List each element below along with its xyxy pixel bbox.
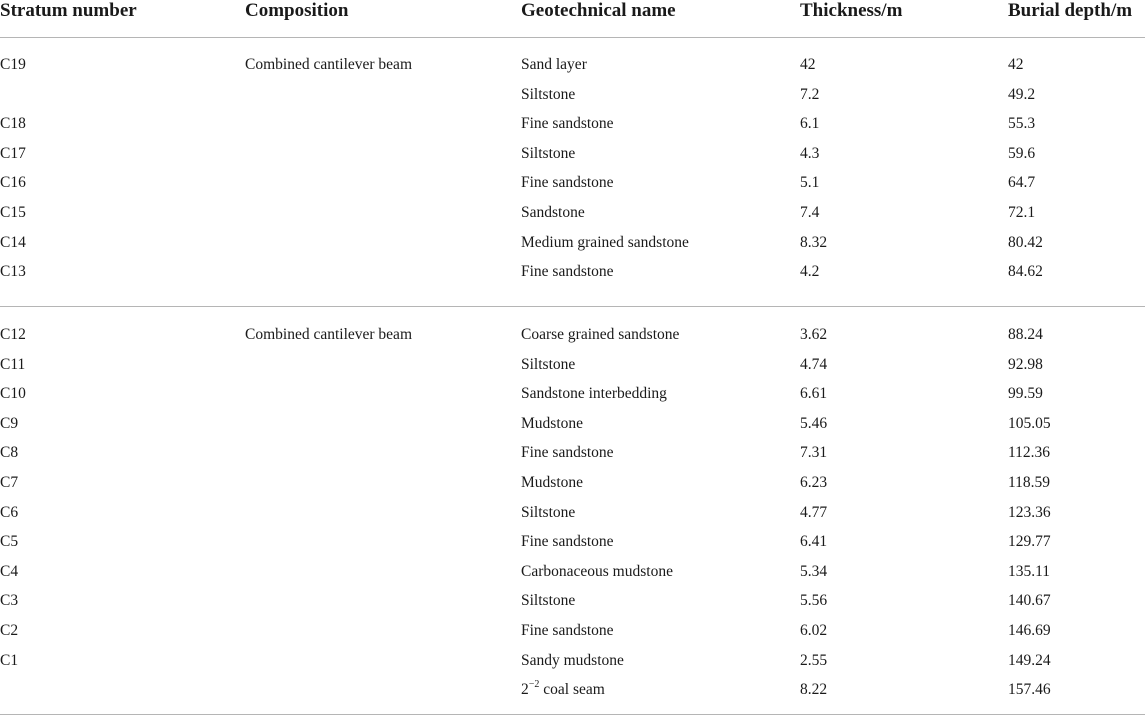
burial-depth-cell: 92.98 xyxy=(1008,355,1043,373)
burial-depth-cell: 105.05 xyxy=(1008,414,1051,432)
burial-depth-cell: 88.24 xyxy=(1008,326,1043,343)
table-row xyxy=(0,473,1145,503)
burial-depth-cell: 55.3 xyxy=(1008,115,1036,133)
geotechnical-name-cell: Siltstone xyxy=(521,592,576,610)
stratum-cell: C3 xyxy=(0,592,19,610)
geotechnical-name-cell: Siltstone xyxy=(521,144,576,162)
table-row xyxy=(0,144,1145,174)
burial-depth-cell: 99.59 xyxy=(1008,385,1043,403)
burial-depth-cell: 84.62 xyxy=(1008,263,1043,281)
header-burial-depth: Burial depth/m xyxy=(1008,0,1133,21)
geotechnical-name-cell: Coarse grained sandstone xyxy=(521,326,680,343)
thickness-cell: 6.61 xyxy=(800,385,828,403)
table-row xyxy=(0,384,1145,414)
stratum-cell: C7 xyxy=(0,474,19,491)
geotechnical-name-cell: Sandy mudstone xyxy=(521,651,624,669)
burial-depth-cell: 135.11 xyxy=(1008,562,1051,580)
stratum-cell: C5 xyxy=(0,533,19,551)
name-rest: coal seam xyxy=(539,681,605,699)
stratum-cell: C15 xyxy=(0,204,26,221)
header-rule xyxy=(0,37,1145,38)
thickness-cell: 4.77 xyxy=(800,503,828,521)
thickness-cell: 7.2 xyxy=(800,85,820,103)
stratum-cell: C6 xyxy=(0,503,19,521)
table-row xyxy=(0,443,1145,473)
stratum-cell: C19 xyxy=(0,56,26,73)
table-row xyxy=(0,562,1145,592)
table-row xyxy=(0,203,1145,233)
table-row xyxy=(0,503,1145,533)
table-row xyxy=(0,85,1145,115)
burial-depth-cell: 146.69 xyxy=(1008,622,1051,639)
geotechnical-name-cell: Sand layer xyxy=(521,56,587,73)
burial-depth-cell: 49.2 xyxy=(1008,85,1036,103)
burial-depth-cell: 149.24 xyxy=(1008,651,1051,669)
thickness-cell: 5.56 xyxy=(800,592,828,610)
stratum-cell: C17 xyxy=(0,144,26,162)
table-row xyxy=(0,325,1145,355)
thickness-cell: 8.32 xyxy=(800,233,828,251)
table-row xyxy=(0,173,1145,203)
header-stratum-number: Stratum number xyxy=(0,0,137,21)
stratum-cell: C8 xyxy=(0,444,19,462)
group-divider xyxy=(0,306,1145,307)
thickness-cell: 5.46 xyxy=(800,414,828,432)
thickness-cell: 8.22 xyxy=(800,681,828,699)
geotechnical-name-cell: Siltstone xyxy=(521,503,576,521)
thickness-cell: 7.31 xyxy=(800,444,828,462)
stratum-cell: C14 xyxy=(0,233,26,251)
table-row xyxy=(0,233,1145,263)
burial-depth-cell: 64.7 xyxy=(1008,174,1036,192)
burial-depth-cell: 80.42 xyxy=(1008,233,1043,251)
thickness-cell: 4.3 xyxy=(800,144,820,162)
thickness-cell: 6.02 xyxy=(800,622,828,639)
table-row xyxy=(0,262,1145,292)
stratum-cell: C11 xyxy=(0,355,26,373)
name-superscript: −2 xyxy=(528,679,540,691)
table-row xyxy=(0,55,1145,85)
geotechnical-name-cell: Siltstone xyxy=(521,355,576,373)
thickness-cell: 5.34 xyxy=(800,562,828,580)
thickness-cell: 3.62 xyxy=(800,326,828,343)
geotechnical-name-cell: Fine sandstone xyxy=(521,115,614,133)
geotechnical-name-cell: Fine sandstone xyxy=(521,444,614,462)
burial-depth-cell: 157.46 xyxy=(1008,681,1051,699)
header-geotechnical-name: Geotechnical name xyxy=(521,0,676,21)
stratum-cell: C1 xyxy=(0,651,19,669)
geotechnical-name-cell: Mudstone xyxy=(521,414,583,432)
burial-depth-cell: 129.77 xyxy=(1008,533,1051,551)
table-row xyxy=(0,680,1145,710)
stratum-cell: C18 xyxy=(0,115,26,133)
geotechnical-name-cell: Fine sandstone xyxy=(521,622,614,639)
bottom-rule xyxy=(0,714,1145,715)
thickness-cell: 42 xyxy=(800,56,816,73)
burial-depth-cell: 59.6 xyxy=(1008,144,1036,162)
geotechnical-name-cell: Fine sandstone xyxy=(521,174,614,192)
stratum-cell: C16 xyxy=(0,174,26,192)
geotechnical-name-cell: Carbonaceous mudstone xyxy=(521,562,673,580)
burial-depth-cell: 140.67 xyxy=(1008,592,1051,610)
table-row xyxy=(0,591,1145,621)
geotechnical-name-cell: Mudstone xyxy=(521,474,583,491)
stratum-cell: C2 xyxy=(0,622,19,639)
table-row xyxy=(0,114,1145,144)
thickness-cell: 5.1 xyxy=(800,174,820,192)
geotechnical-name-cell xyxy=(521,680,605,700)
burial-depth-cell: 118.59 xyxy=(1008,474,1051,491)
thickness-cell: 4.2 xyxy=(800,263,820,281)
stratum-cell: C13 xyxy=(0,263,26,281)
geotechnical-name-cell: Sandstone interbedding xyxy=(521,385,667,403)
table-row xyxy=(0,621,1145,651)
name-base: 2 xyxy=(521,681,529,699)
geotechnical-name-cell: Fine sandstone xyxy=(521,263,614,281)
geotechnical-name-cell: Fine sandstone xyxy=(521,533,614,551)
thickness-cell: 6.1 xyxy=(800,115,820,133)
thickness-cell: 7.4 xyxy=(800,204,820,221)
burial-depth-cell: 112.36 xyxy=(1008,444,1051,462)
table-row xyxy=(0,414,1145,444)
geotechnical-name-cell: Medium grained sandstone xyxy=(521,233,689,251)
stratum-cell: C12 xyxy=(0,326,26,343)
geotechnical-name-cell: Sandstone xyxy=(521,204,585,221)
thickness-cell: 6.41 xyxy=(800,533,828,551)
stratum-cell: C4 xyxy=(0,562,19,580)
burial-depth-cell: 123.36 xyxy=(1008,503,1051,521)
table-row xyxy=(0,532,1145,562)
burial-depth-cell: 42 xyxy=(1008,56,1024,73)
thickness-cell: 4.74 xyxy=(800,355,828,373)
table-header xyxy=(0,0,1145,38)
table-row xyxy=(0,651,1145,681)
thickness-cell: 6.23 xyxy=(800,474,828,491)
header-thickness: Thickness/m xyxy=(800,0,903,21)
geotechnical-name-cell: Siltstone xyxy=(521,85,576,103)
burial-depth-cell: 72.1 xyxy=(1008,204,1036,221)
table-row xyxy=(0,355,1145,385)
thickness-cell: 2.55 xyxy=(800,651,828,669)
composition-cell: Combined cantilever beam xyxy=(245,56,412,73)
stratum-cell: C10 xyxy=(0,385,26,403)
composition-cell: Combined cantilever beam xyxy=(245,326,412,343)
header-composition: Composition xyxy=(245,0,349,21)
stratum-cell: C9 xyxy=(0,414,19,432)
